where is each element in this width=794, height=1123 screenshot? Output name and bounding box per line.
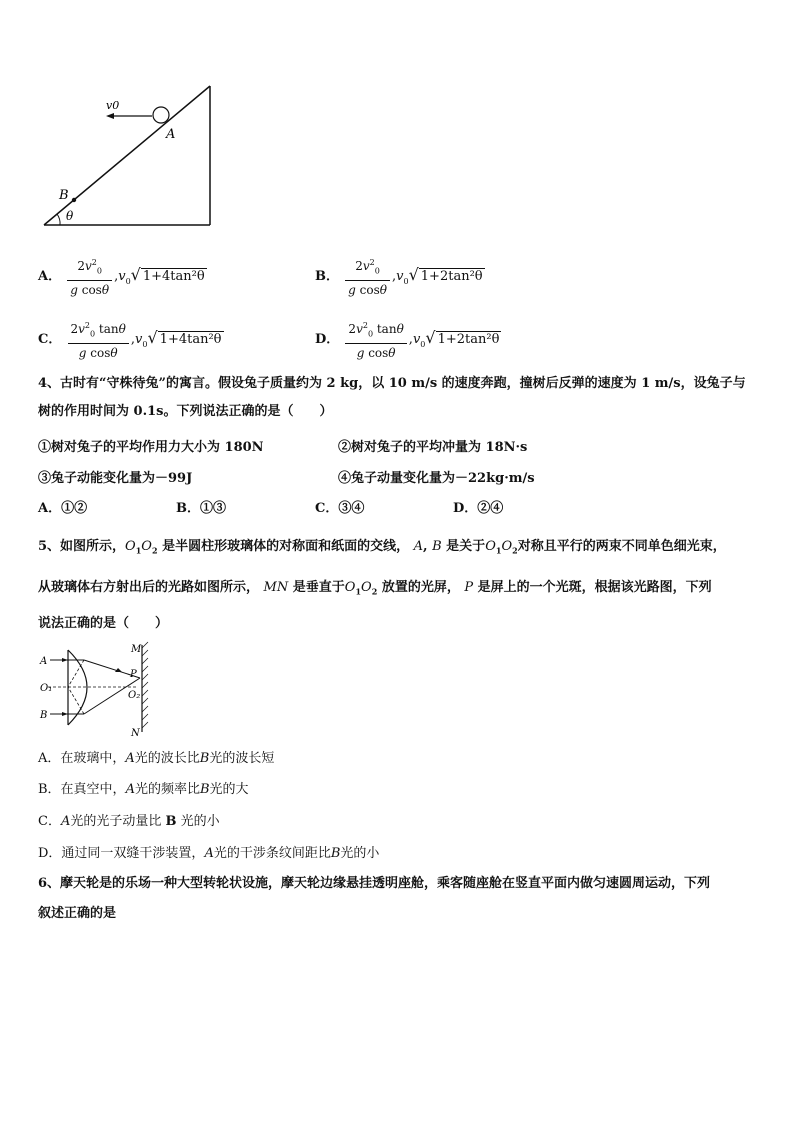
q5-option-c: C．A光的光子动量比 B 光的小 [38,814,220,829]
beam-a-label: A [40,656,48,667]
q6-stem-line2: 叙述正确的是 [38,906,117,921]
m-label: M [131,644,142,655]
v0-label: v0 [106,99,120,112]
incline-figure [38,82,218,232]
q5-stem-line3: 说法正确的是（ ） [38,616,169,631]
q4-stem-line1: 4、古时有“守株待兔”的寓言。假设兔子质量约为 2 kg，以 10 m/s 的速度奔跑，撞树后反弹的速度为 1 m/s，设兔子与 [38,376,746,391]
option-c-row: C． $\frac{2v^2_0 \tan\theta}{\text{g cosθ}}$ $,v_0√$ 1+4tan²θ [38,318,224,361]
q5-stem-line2: 从玻璃体右方射出后的光路如图所示， MN 是垂直于$O_1O_2$ 放置的光屏， P 是屏上的一个光斑，根据该光路图，下列 [38,580,712,597]
o1-label: O₁ [40,683,53,694]
option-d-row: D． $\frac{2v^2_0 \tan\theta}{\text{g cosθ}}$ $,v_0√$ 1+2tan²θ [315,318,501,361]
beam-b-label: B [40,710,48,721]
q5-option-b: B．在真空中，A光的频率比B光的大 [38,782,249,797]
option-d-root: 1+2tan²θ [437,332,500,348]
q4-option-a: A．①② [38,501,88,516]
option-a-root: 1+4tan²θ [142,269,205,285]
point-a-label: A [166,127,176,142]
q4-option-c: C．③④ [315,501,365,516]
q5-option-d: D．通过同一双缝干涉装置，A光的干涉条纹间距比B光的小 [38,846,380,861]
option-b-row: B． $\frac{2v^2_0}{\text{g cosθ}}$ $,v_0√$ 1+2tan²θ [315,255,485,298]
option-c-label: C． [38,332,62,348]
q6-stem-line1: 6、摩天轮是的乐场一种大型转轮状设施，摩天轮边缘悬挂透明座舱，乘客随座舱在竖直平面内做匀速圆周运动，下列 [38,876,711,891]
point-b-label: B [59,188,69,203]
option-d-label: D． [315,332,340,348]
q4-statement-1: ①树对兔子的平均作用力大小为 180N [38,440,264,455]
q5-stem-line1: 5、如图所示，$O_1O_2$ 是半圆柱形玻璃体的对称面和纸面的交线， A, B 是关于$O_1O_2$对称且平行的两束不同单色细光束， [38,539,726,556]
option-b-root: 1+2tan²θ [420,269,483,285]
theta-label: θ [66,209,74,223]
o2-label: O₂ [128,690,141,701]
option-a-label: A． [38,269,62,285]
q4-statement-4: ④兔子动量变化量为－22kg·m/s [338,471,535,486]
q4-stem-line2: 树的作用时间为 0.1s。下列说法正确的是（ ） [38,404,333,419]
optics-figure [38,640,158,740]
q4-option-b: B．①③ [176,501,226,516]
option-b-label: B． [315,269,339,285]
p-label: P [130,669,137,680]
option-a-row: A． $\frac{2v^2_0}{\text{g cosθ}}$ $,v_0√$ 1+4tan²θ [38,255,207,298]
q4-statement-2: ②树对兔子的平均冲量为 18N·s [338,440,528,455]
q4-option-d: D．②④ [453,501,504,516]
q4-statement-3: ③兔子动能变化量为－99J [38,471,193,486]
n-label: N [131,728,140,739]
q5-option-a: A．在玻璃中，A光的波长比B光的波长短 [38,751,275,766]
option-c-root: 1+4tan²θ [159,332,222,348]
